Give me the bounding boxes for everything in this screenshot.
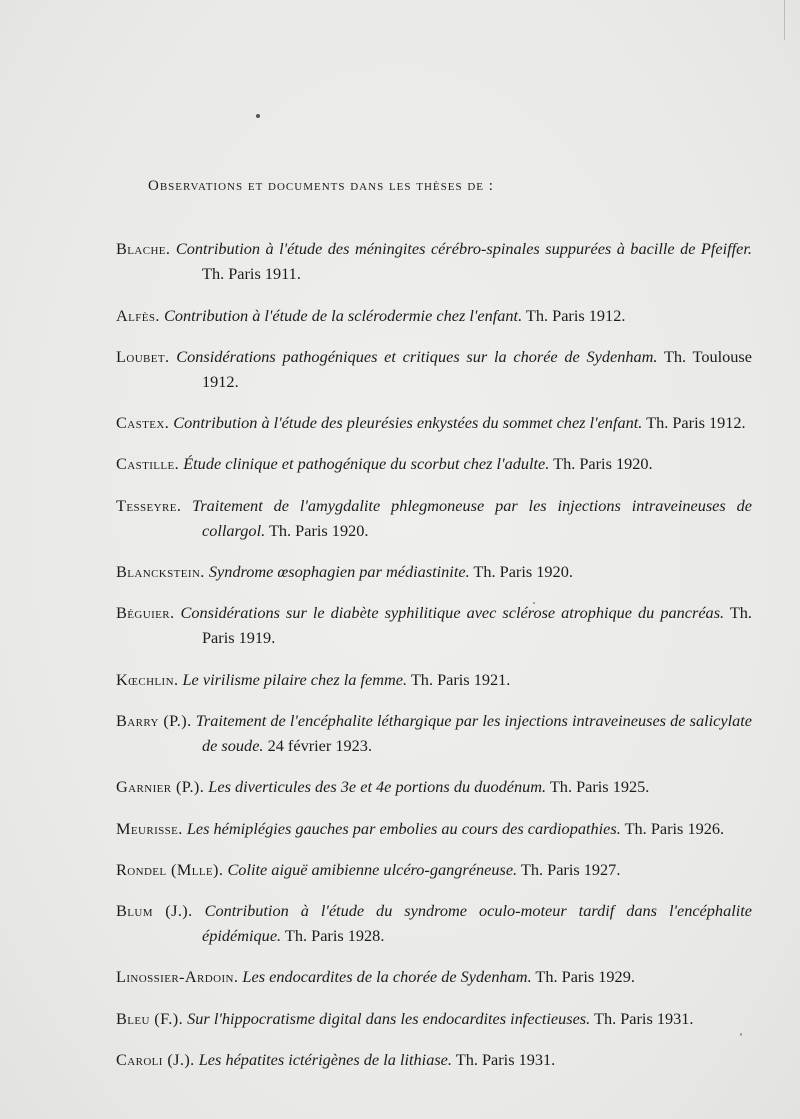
entry-author: Kœchlin. bbox=[116, 669, 179, 689]
entry-reference: Th. Paris 1912. bbox=[525, 305, 626, 325]
list-item bbox=[116, 667, 752, 692]
entry-reference: Th. Paris 1920. bbox=[553, 454, 653, 474]
entry-author: Blanckstein. bbox=[116, 562, 205, 582]
entry-reference: Th. Paris 1921. bbox=[410, 669, 511, 689]
entry-reference: Th. Paris 1928. bbox=[284, 926, 385, 946]
entry-title: Contribution à l'étude des pleurésies enkystées du sommet chez l'enfant. bbox=[173, 413, 643, 433]
list-item bbox=[116, 1047, 752, 1072]
entry-title: Les diverticules des 3e et 4e portions du duodénum. bbox=[208, 777, 547, 797]
entry-title: Le virilisme pilaire chez la femme. bbox=[182, 669, 408, 689]
entry-reference: Th. Paris 1920. bbox=[473, 562, 573, 582]
entry-reference: Th. Paris 1920. bbox=[268, 520, 369, 540]
entry-reference: Th. Paris 1925. bbox=[549, 777, 650, 797]
entry-title: Contribution à l'étude du syndrome oculo-moteur tardif dans l'encéphalite épidémique. bbox=[202, 901, 753, 946]
entry-reference: Th. Paris 1929. bbox=[535, 967, 635, 987]
list-item bbox=[116, 774, 752, 799]
entry-title: Les hépatites ictérigènes de la lithiase. bbox=[198, 1050, 452, 1070]
entry-title: Considérations sur le diabète syphilitique avec sclérose atrophique du pancréas. bbox=[180, 603, 725, 623]
entry-reference: 24 février 1923. bbox=[267, 735, 373, 755]
entry-title: Traitement de l'encéphalite léthargique par les injections intraveineuses de salicylate de soude. bbox=[195, 710, 752, 755]
thesis-list bbox=[116, 220, 752, 1081]
list-item bbox=[116, 410, 752, 435]
entry-author: Béguier. bbox=[116, 603, 175, 623]
entry-title: Étude clinique et pathogénique du scorbut chez l'adulte. bbox=[183, 454, 550, 474]
entry-title: Traitement de l'amygdalite phlegmoneuse par les injections intraveineuses de collargol. bbox=[192, 495, 752, 540]
list-item bbox=[116, 493, 752, 543]
list-item bbox=[116, 816, 752, 841]
entry-author: Blache. bbox=[116, 239, 171, 259]
entry-author: Meurisse. bbox=[116, 818, 183, 838]
entry-author: Alfès. bbox=[116, 305, 160, 325]
entry-reference: Th. Paris 1926. bbox=[624, 818, 725, 838]
entry-author: Castex. bbox=[116, 413, 170, 433]
entry-author: Caroli (J.). bbox=[116, 1050, 195, 1070]
entry-author: Tesseyre. bbox=[116, 495, 182, 515]
entry-title: Considérations pathogéniques et critiques sur la chorée de Sydenham. bbox=[176, 346, 658, 366]
entry-author: Barry (P.). bbox=[116, 710, 192, 730]
entry-author: Rondel (Mlle). bbox=[116, 859, 224, 879]
entry-title: Les endocardites de la chorée de Sydenham. bbox=[242, 967, 532, 987]
entry-author: Linossier-Ardoin. bbox=[116, 967, 239, 987]
list-item bbox=[116, 964, 752, 989]
entry-author: Bleu (F.). bbox=[116, 1008, 184, 1028]
entry-reference: Th. Paris 1931. bbox=[594, 1008, 694, 1028]
list-item bbox=[116, 1006, 752, 1031]
list-item bbox=[116, 559, 752, 584]
entry-reference: Th. Paris 1912. bbox=[646, 413, 746, 433]
entry-author: Blum (J.). bbox=[116, 901, 193, 921]
entry-reference: Th. Paris 1927. bbox=[520, 859, 621, 879]
list-item bbox=[116, 303, 752, 328]
ink-speck bbox=[256, 114, 260, 118]
entry-title: Contribution à l'étude de la sclérodermie chez l'enfant. bbox=[163, 305, 523, 325]
list-item bbox=[116, 451, 752, 476]
entry-reference: Th. Paris 1911. bbox=[202, 264, 301, 284]
entry-author: Loubet. bbox=[116, 346, 170, 366]
list-item bbox=[116, 898, 752, 948]
entry-author: Garnier (P.). bbox=[116, 777, 205, 797]
entry-author: Castille. bbox=[116, 454, 180, 474]
section-heading: Observations et documents dans les thèses de : bbox=[148, 178, 494, 194]
list-item bbox=[116, 708, 752, 758]
entry-title: Sur l'hippocratisme digital dans les endocardites infectieuses. bbox=[187, 1008, 591, 1028]
list-item bbox=[116, 857, 752, 882]
entry-reference: Th. Toulouse 1912. bbox=[202, 346, 752, 391]
entry-title: Contribution à l'étude des méningites cérébro-spinales suppurées à bacille de Pfeiffer. bbox=[175, 239, 752, 259]
entry-reference: Th. Paris 1931. bbox=[455, 1050, 556, 1070]
list-item bbox=[116, 344, 752, 394]
entry-title: Les hémiplégies gauches par embolies au cours des cardiopathies. bbox=[186, 818, 621, 838]
list-item bbox=[116, 600, 752, 650]
entry-title: Syndrome œsophagien par médiastinite. bbox=[208, 562, 470, 582]
entry-reference: Th. Paris 1919. bbox=[202, 603, 752, 648]
list-item bbox=[116, 236, 752, 286]
entry-title: Colite aiguë amibienne ulcéro-gangréneuse. bbox=[227, 859, 518, 879]
page-edge-mark bbox=[784, 0, 785, 40]
